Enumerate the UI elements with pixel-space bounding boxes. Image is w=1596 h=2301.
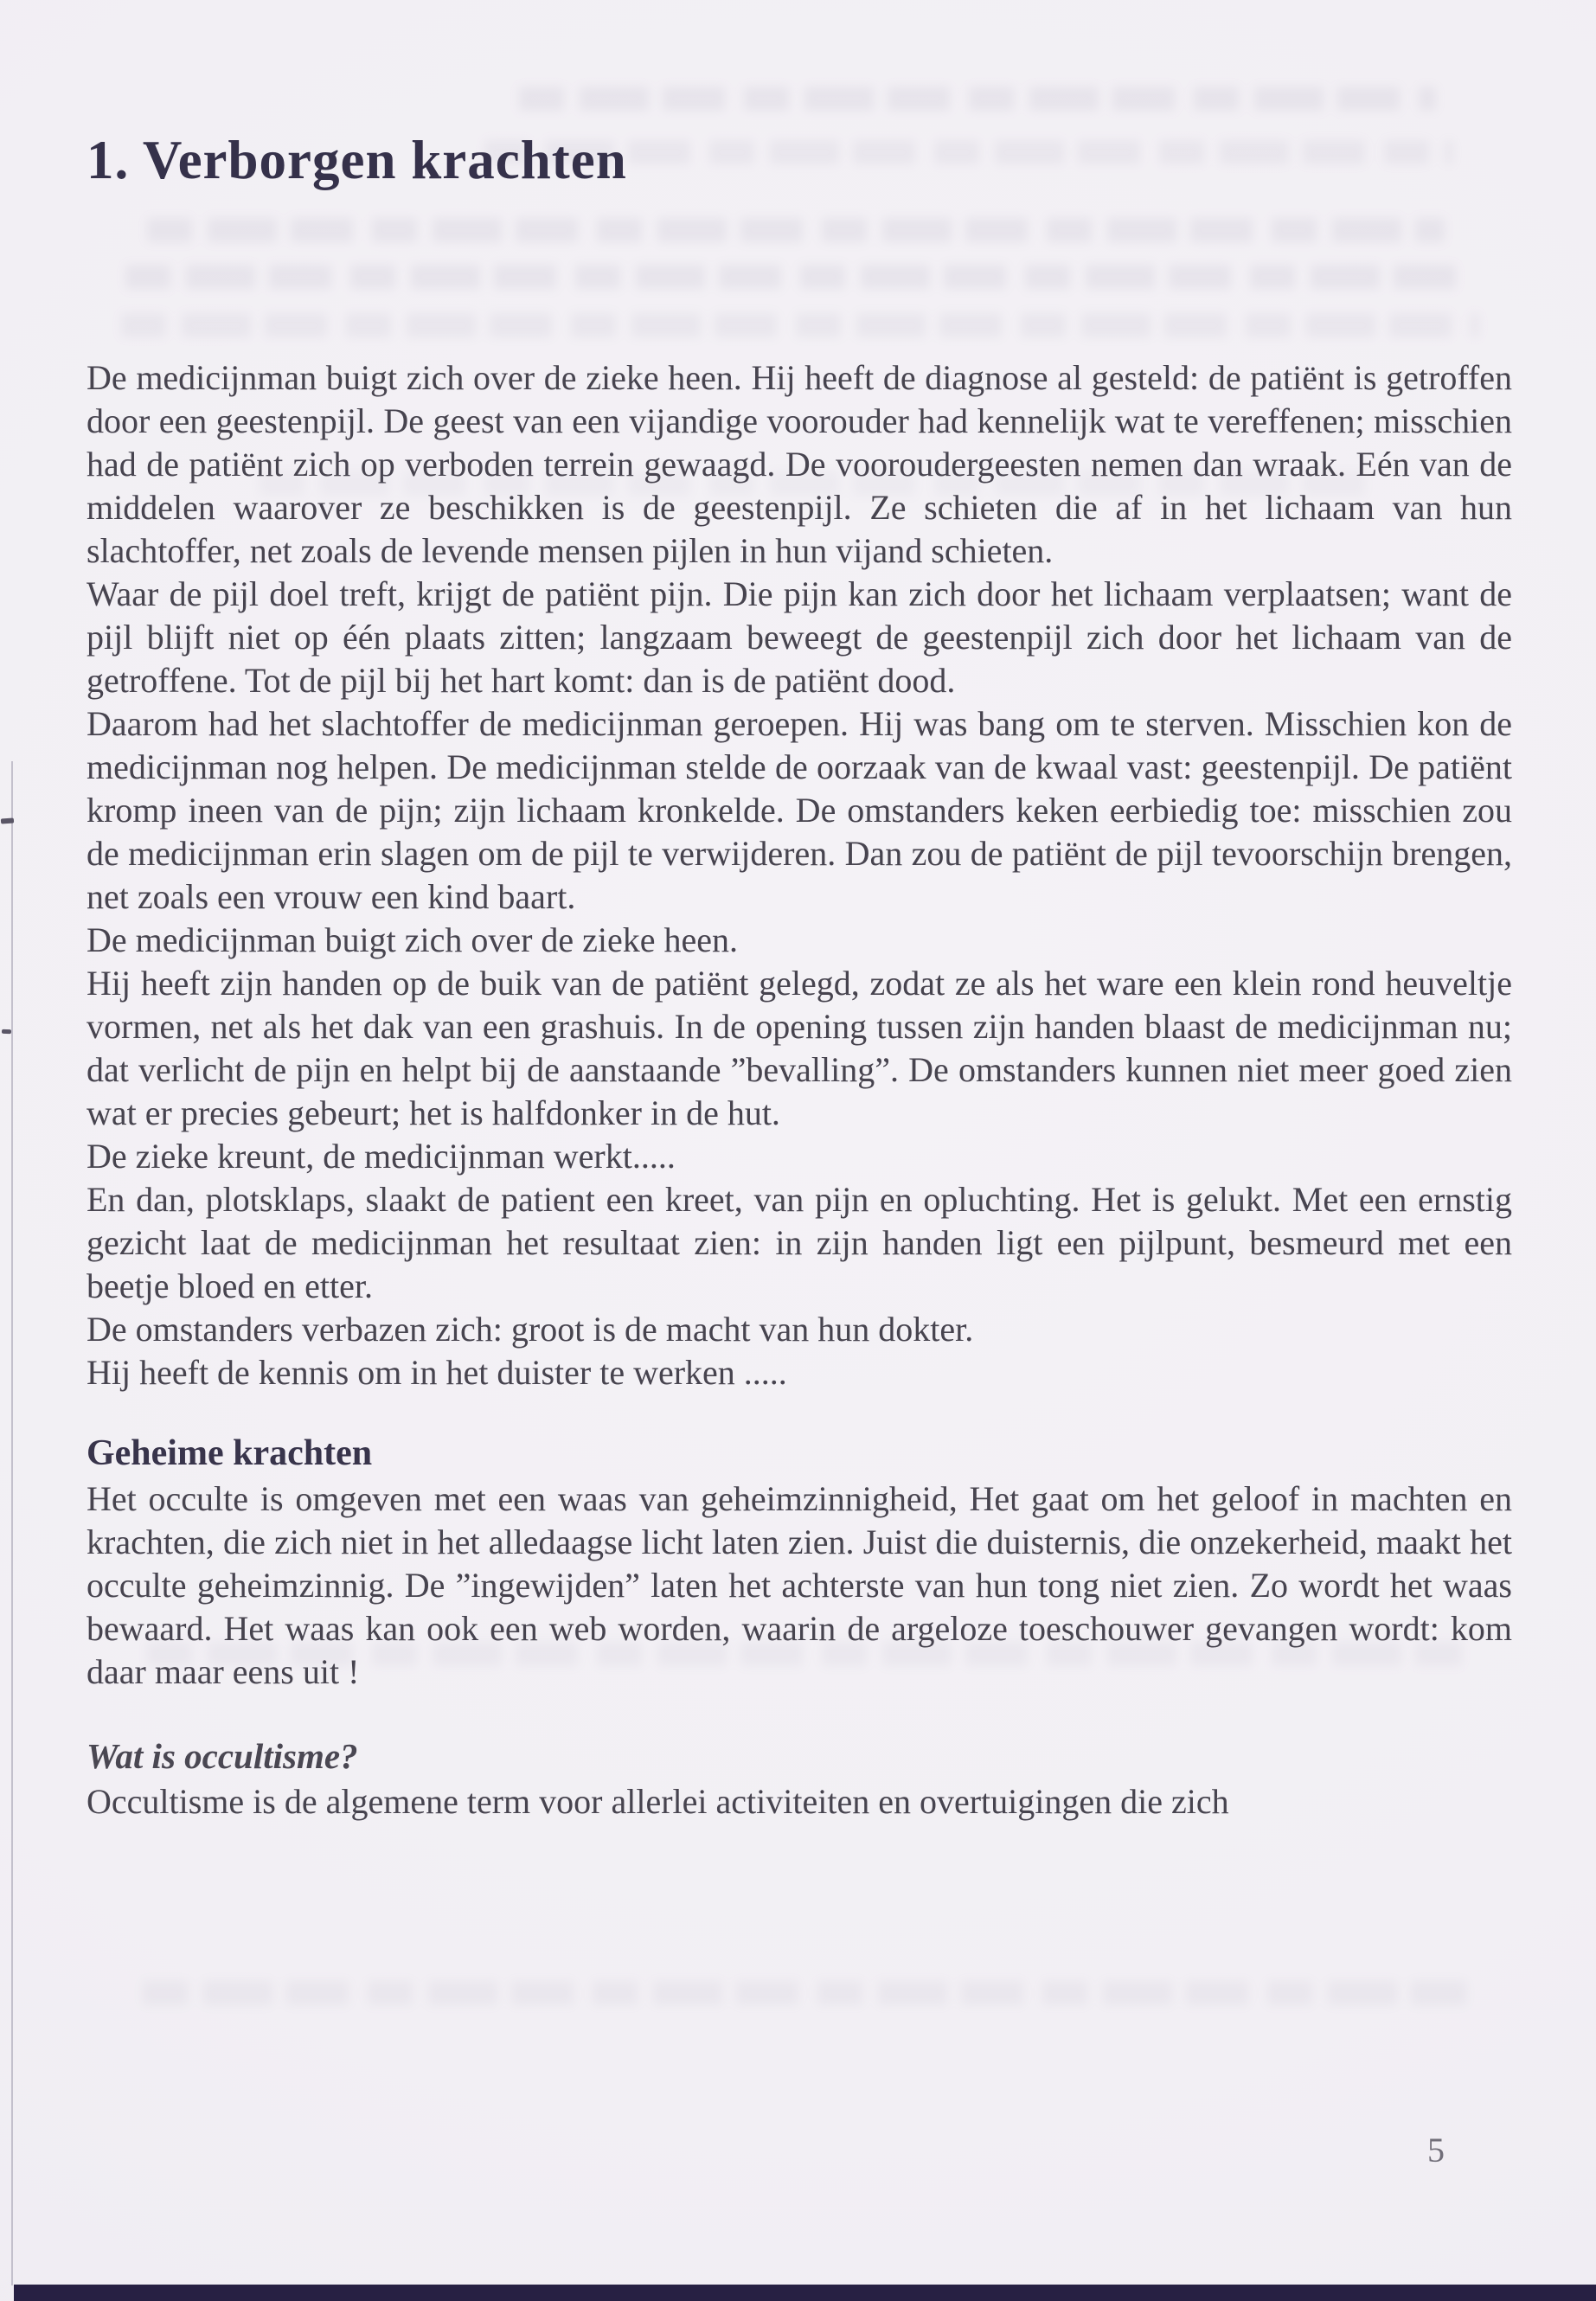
- paragraph-handen-buik: Hij heeft zijn handen op de buik van de patiënt gelegd, zodat ze als het ware een klein rond heuveltje vormen, net als het dak van een grashuis. In de opening tussen zijn handen blaast de medicijnman nu; dat verlicht de pijn en helpt bij de aanstaande ”bevalling”. De omstanders kunnen niet meer goed zien wat er precies gebeurt; het is halfdonker in de hut.: [87, 964, 1512, 1132]
- paragraph-omstanders-verbazen: De omstanders verbazen zich: groot is de macht van hun dokter.: [87, 1310, 974, 1349]
- paragraph-kennis-duister: Hij heeft de kennis om in het duister te werken .....: [87, 1353, 787, 1392]
- scan-bottom-bar: [14, 2285, 1596, 2301]
- bleed-through-artifact: [519, 87, 1436, 111]
- scan-edge-mark: [2, 1029, 11, 1035]
- paragraph-pijl-pijn: Waar de pijl doel treft, krijgt de patiënt pijn. Die pijn kan zich door het lichaam verplaatsen; want de pijl blijft niet op één plaats zitten; langzaam beweegt de geestenpijl zich door het lichaam van de getroffene. Tot de pijl bij het hart komt: dan is de patiënt dood.: [87, 574, 1512, 700]
- page-number: 5: [1427, 2131, 1445, 2170]
- paragraph-diagnose: De medicijnman buigt zich over de zieke heen. Hij heeft de diagnose al gesteld: de patiënt is getroffen door een geestenpijl. De geest van een vijandige voorouder had kennelijk wat te vereffenen; misschien had de patiënt zich op verboden terrein gewaagd. De vooroudergeesten nemen dan wraak. Eén van de middelen waarover ze beschikken is de geestenpijl. Ze schieten die af in het lichaam van hun slachtoffer, net zoals de levende mensen pijlen in hun vijand schieten.: [87, 358, 1512, 570]
- paragraph-slachtoffer: Daarom had het slachtoffer de medicijnman geroepen. Hij was bang om te sterven. Misschien kon de medicijnman nog helpen. De medicijnman stelde de oorzaak van de kwaal vast: geestenpijl. De patiënt kromp ineen van de pijn; zijn lichaam kronkelde. De omstanders keken eerbiedig toe: misschien zou de medicijnman erin slagen om de pijl te verwijderen. Dan zou de patiënt de pijl tevoorschijn brengen, net zoals een vrouw een kind baart.: [87, 704, 1512, 916]
- scan-edge-line: [11, 761, 13, 2285]
- section-heading-geheime-krachten: Geheime krachten: [87, 1433, 373, 1473]
- chapter-title: 1. Verborgen krachten: [87, 130, 627, 190]
- paragraph-occultisme-definitie: Occultisme is de algemene term voor allerlei activiteiten en overtuigingen die zich: [87, 1782, 1229, 1821]
- paragraph-plotsklaps: En dan, plotsklaps, slaakt de patient een kreet, van pijn en opluchting. Het is gelukt. Met een ernstig gezicht laat de medicijnman het resultaat zien: in zijn handen ligt een pijlpunt, besmeurd met een beetje bloed en etter.: [87, 1180, 1512, 1305]
- bleed-through-artifact: [143, 1981, 1466, 2005]
- paragraph-occulte-waas: Het occulte is omgeven met een waas van geheimzinnigheid, Het gaat om het geloof in machten en krachten, die zich niet in het alledaagse licht laten zien. Juist die duisternis, die onzekerheid, maakt het occulte geheimzinnig. De ”ingewijden” laten het achterste van hun tong niet zien. Zo wordt het waas bewaard. Het waas kan ook een web worden, waarin de argeloze toeschouwer gevangen wordt: kom daar maar eens uit !: [87, 1479, 1512, 1691]
- paragraph-medicijnman-buigt: De medicijnman buigt zich over de zieke heen.: [87, 920, 739, 959]
- text-column: [87, 130, 1512, 1823]
- subsection-heading-wat-is-occultisme: Wat is occultisme?: [87, 1736, 358, 1776]
- scan-edge-mark: [1, 817, 14, 824]
- paragraph-zieke-kreunt: De zieke kreunt, de medicijnman werkt.....: [87, 1137, 676, 1176]
